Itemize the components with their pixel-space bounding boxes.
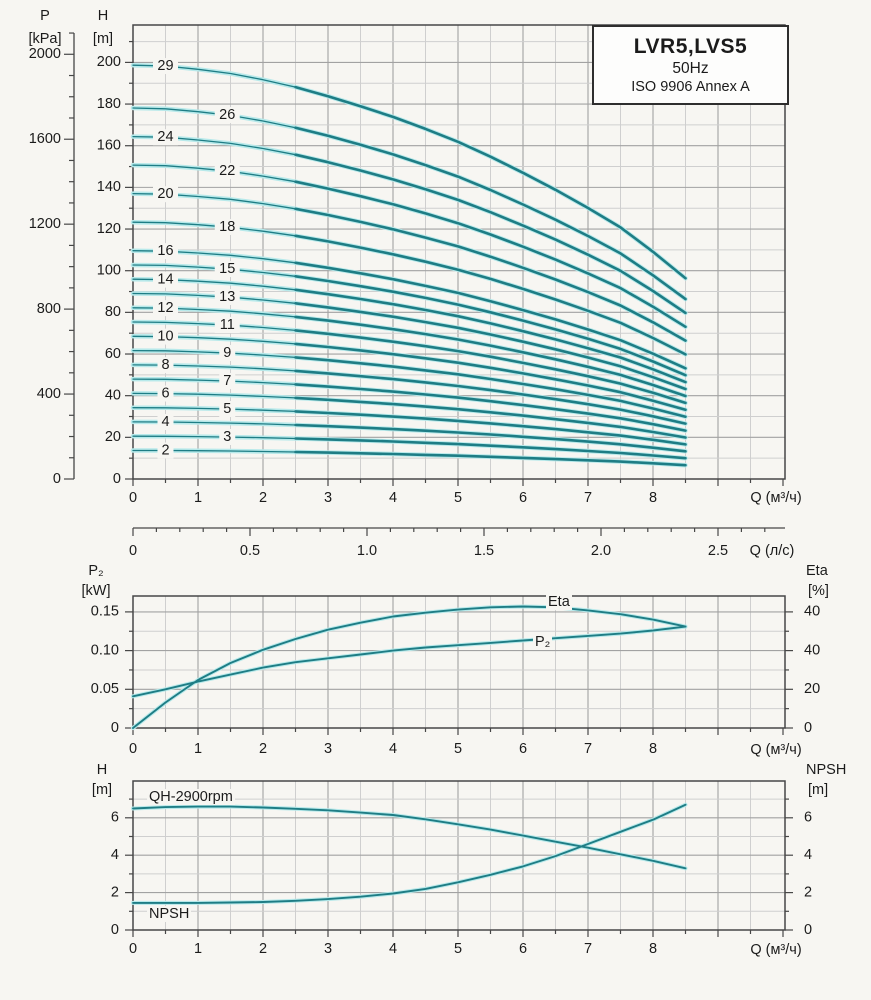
curve-P2 xyxy=(133,627,686,697)
h-tick-label: 2 xyxy=(110,884,119,901)
q-tick-label: 8 xyxy=(648,940,658,957)
p-tick-label: 0 xyxy=(52,470,61,487)
h-tick-label: 0 xyxy=(110,921,119,938)
q-tick-label: 0 xyxy=(128,740,138,757)
q-tick-label: 4 xyxy=(388,740,398,757)
p2-axis-unit: [kW] xyxy=(81,583,111,599)
h-tick-label: 40 xyxy=(104,387,121,404)
q-tick-label: 2 xyxy=(258,489,268,506)
stage-label: 7 xyxy=(223,372,232,389)
ls-tick-label: 2.5 xyxy=(707,542,729,559)
stage-label: 5 xyxy=(223,400,232,417)
power-curves xyxy=(133,607,686,729)
stage-label: 3 xyxy=(223,428,232,445)
stage-label: 24 xyxy=(157,129,174,146)
stage-label: 11 xyxy=(219,316,235,333)
q-tick-label: 8 xyxy=(648,740,658,757)
q-axis-unit-mid: Q (м³/ч) xyxy=(750,742,802,758)
npsh-tick-label: 0 xyxy=(804,921,813,938)
p2-curve-label: P₂ xyxy=(535,634,551,650)
stage-label: 26 xyxy=(219,106,236,123)
npsh-curves xyxy=(133,805,686,903)
halo-P2 xyxy=(133,627,686,697)
halo-NPSH xyxy=(133,805,686,903)
p-tick-label: 2000 xyxy=(28,46,61,63)
stage-label: 2 xyxy=(161,442,170,459)
qh-curve-label: QH-2900rpm xyxy=(149,789,233,805)
q-axis-unit-bot: Q (м³/ч) xyxy=(750,942,802,958)
ls-tick-label: 1.0 xyxy=(356,542,378,559)
eta-axis-unit: [%] xyxy=(808,583,829,599)
q-axis-unit-top: Q (м³/ч) xyxy=(750,490,802,506)
h-tick-label: 120 xyxy=(96,220,121,237)
h-axis-unit: [m] xyxy=(92,31,114,47)
h-tick-label: 100 xyxy=(96,262,121,279)
eta-curve-label: Eta xyxy=(548,594,570,610)
q-tick-label: 1 xyxy=(193,740,203,757)
pump-model: LVR5,LVS5 xyxy=(633,35,748,58)
main-chart xyxy=(29,25,785,559)
p-tick-label: 1600 xyxy=(28,131,61,148)
stage-label: 4 xyxy=(161,413,170,430)
stage-label: 15 xyxy=(219,260,236,277)
eta-tick-label: 40 xyxy=(804,642,821,659)
eta-tick-label: 0 xyxy=(804,719,813,736)
q-tick-label: 0 xyxy=(128,489,138,506)
q-tick-label: 1 xyxy=(193,489,203,506)
p-tick-label: 1200 xyxy=(28,215,61,232)
p2-tick-label: 0.10 xyxy=(90,642,119,659)
curve-NPSH xyxy=(133,805,686,903)
q-tick-label: 5 xyxy=(453,940,463,957)
stage-label: 13 xyxy=(219,288,236,305)
ls-axis xyxy=(129,528,785,559)
h2-axis-unit: [m] xyxy=(91,782,113,798)
q-tick-label: 5 xyxy=(453,740,463,757)
h-tick-label: 160 xyxy=(96,137,121,154)
curve-Eta xyxy=(133,607,686,729)
q-tick-label: 5 xyxy=(453,489,463,506)
stage-label: 8 xyxy=(161,356,170,373)
eta-tick-label: 40 xyxy=(804,603,821,620)
h-tick-label: 60 xyxy=(104,345,121,362)
npsh-tick-label: 2 xyxy=(804,884,813,901)
h-tick-label: 180 xyxy=(96,95,121,112)
q-tick-label: 4 xyxy=(388,489,398,506)
stage-label: 6 xyxy=(161,385,170,402)
p2-axis-label: P₂ xyxy=(88,563,104,579)
p-tick-label: 800 xyxy=(36,300,61,317)
q-tick-label: 4 xyxy=(388,940,398,957)
pump-frequency: 50Hz xyxy=(672,60,709,77)
stage-label: 10 xyxy=(157,328,174,345)
eta-tick-label: 20 xyxy=(804,681,821,698)
q-axis-unit-ls: Q (л/с) xyxy=(749,543,795,559)
h-tick-label: 20 xyxy=(104,429,121,446)
h-tick-label: 6 xyxy=(110,809,119,826)
npsh-axis-label: NPSH xyxy=(806,762,847,778)
ls-tick-label: 0.5 xyxy=(239,542,261,559)
ls-tick-label: 1.5 xyxy=(473,542,495,559)
h-tick-label: 200 xyxy=(96,54,121,71)
p2-tick-label: 0.05 xyxy=(90,681,119,698)
q-tick-label: 3 xyxy=(323,489,333,506)
stage-label: 12 xyxy=(157,299,174,316)
q-tick-label: 6 xyxy=(518,740,528,757)
ls-tick-label: 2.0 xyxy=(590,542,612,559)
q-tick-label: 3 xyxy=(323,740,333,757)
q-tick-label: 8 xyxy=(648,489,658,506)
q-tick-label: 6 xyxy=(518,940,528,957)
npsh-curve-label: NPSH xyxy=(149,906,190,922)
stage-label: 14 xyxy=(157,271,174,288)
ls-tick-label: 0 xyxy=(128,542,138,559)
npsh-axes xyxy=(111,799,812,957)
q-tick-label: 1 xyxy=(193,940,203,957)
stage-label: 20 xyxy=(157,186,174,203)
q-tick-label: 7 xyxy=(583,740,593,757)
q-tick-label: 2 xyxy=(258,740,268,757)
h-tick-label: 80 xyxy=(104,304,121,321)
stage-label: 22 xyxy=(219,162,236,179)
q-tick-label: 7 xyxy=(583,940,593,957)
stage-label: 9 xyxy=(223,344,232,361)
q-tick-label: 0 xyxy=(128,940,138,957)
stage-label: 16 xyxy=(157,242,174,259)
npsh-tick-label: 4 xyxy=(804,847,813,864)
power-chart xyxy=(91,596,820,757)
p2-tick-label: 0 xyxy=(110,719,119,736)
h-axis-label: H xyxy=(97,8,109,24)
eta-axis-label: Eta xyxy=(806,563,828,579)
npsh-tick-label: 6 xyxy=(804,809,813,826)
h-tick-label: 0 xyxy=(112,470,121,487)
pump-standard: ISO 9906 Annex A xyxy=(631,79,750,95)
q-tick-label: 3 xyxy=(323,940,333,957)
stage-label: 29 xyxy=(157,57,174,74)
q-tick-label: 7 xyxy=(583,489,593,506)
title-box xyxy=(592,25,789,105)
npsh-chart xyxy=(111,781,812,957)
h-tick-label: 4 xyxy=(110,847,119,864)
q-tick-label: 6 xyxy=(518,489,528,506)
p-tick-label: 400 xyxy=(36,385,61,402)
p-axis-unit: [kPa] xyxy=(28,31,62,47)
npsh-axis-unit: [m] xyxy=(808,782,829,798)
p-axis-label: P xyxy=(40,8,50,24)
h-tick-label: 140 xyxy=(96,179,121,196)
p2-tick-label: 0.15 xyxy=(90,603,119,620)
halo-Eta xyxy=(133,607,686,729)
h2-axis-label: H xyxy=(96,762,108,778)
q-tick-label: 2 xyxy=(258,940,268,957)
stage-label: 18 xyxy=(219,218,236,235)
head-curves xyxy=(133,58,686,465)
